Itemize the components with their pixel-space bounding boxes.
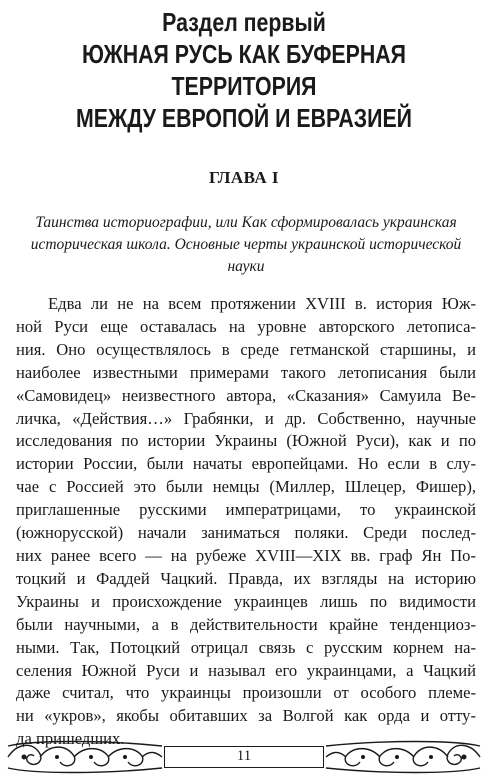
body-line: Украины и происхождение украинцев лишь по видимости <box>16 591 476 611</box>
body-line: ни «укров», якобы обитавших за Волгой как орда и отту- <box>16 706 476 726</box>
chapter-subtitle-line: науки <box>227 258 265 275</box>
body-line: были научными, а в действительности крайне тенденциоз- <box>16 614 476 634</box>
body-line: да пришедших. <box>16 729 125 749</box>
body-line: «Самовидец» неизвестного автора, «Сказания» Самуила Ве- <box>16 385 476 405</box>
body-line: даже считал, что украинцы произошли от особого племе- <box>16 683 476 703</box>
body-line: личка, «Действия…» Грабянки, и др. Собственно, научные <box>16 408 476 428</box>
page-number: 11 <box>164 746 324 768</box>
body-line: ными. Так, Потоцкий отрицал связь с русским корнем на- <box>16 637 476 657</box>
section-label: Раздел первый <box>162 7 326 37</box>
chapter-subtitle-line: Таинства историографии, или Как сформировалась украинская <box>35 214 457 231</box>
body-line: тоцкий и Фаддей Чацкий. Правда, их взгляды на историю <box>16 568 476 588</box>
body-line: ния. Оно осуществлялось в среде гетманской старшины, и <box>16 339 476 359</box>
chapter-subtitle-line: историческая школа. Основные черты украинской исторической <box>30 236 462 253</box>
chapter-heading: ГЛАВА I <box>208 168 280 187</box>
body-line: приглашенные русскими императрицами, то украинской <box>16 500 476 520</box>
page-footer <box>4 738 484 776</box>
body-line: селения Южной Руси и называл его украинцами, а Чацкий <box>16 660 476 680</box>
section-title-line-2: МЕЖДУ ЕВРОПОЙ И ЕВРАЗИЕЙ <box>75 103 413 133</box>
body-paragraph <box>16 293 476 751</box>
body-line: ной Руси еще оставалась на уровне авторского летописа- <box>16 316 476 336</box>
body-line: Едва ли не на всем протяжении XVIII в. история Юж- <box>48 294 476 313</box>
body-line: истории России, были начаты европейцами. Но если в слу- <box>16 454 476 474</box>
body-line: исследования по истории Украины (Южной Руси), как и по <box>16 431 476 451</box>
body-line: чае с Россией это были немцы (Миллер, Шлецер, Фишер), <box>16 477 476 497</box>
chapter-subtitle <box>16 212 476 278</box>
body-line: них ранее всего — на рубеже XVIII—XIX вв. граф Ян По- <box>16 545 476 565</box>
body-line: наиболее известными примерами такого летописания были <box>16 362 476 382</box>
section-title-line-1: ЮЖНАЯ РУСЬ КАК БУФЕРНАЯ ТЕРРИТОРИЯ <box>82 39 406 101</box>
section-header <box>44 6 444 134</box>
body-line: (южнорусской) начали заниматься поляки. Среди послед- <box>16 523 476 543</box>
